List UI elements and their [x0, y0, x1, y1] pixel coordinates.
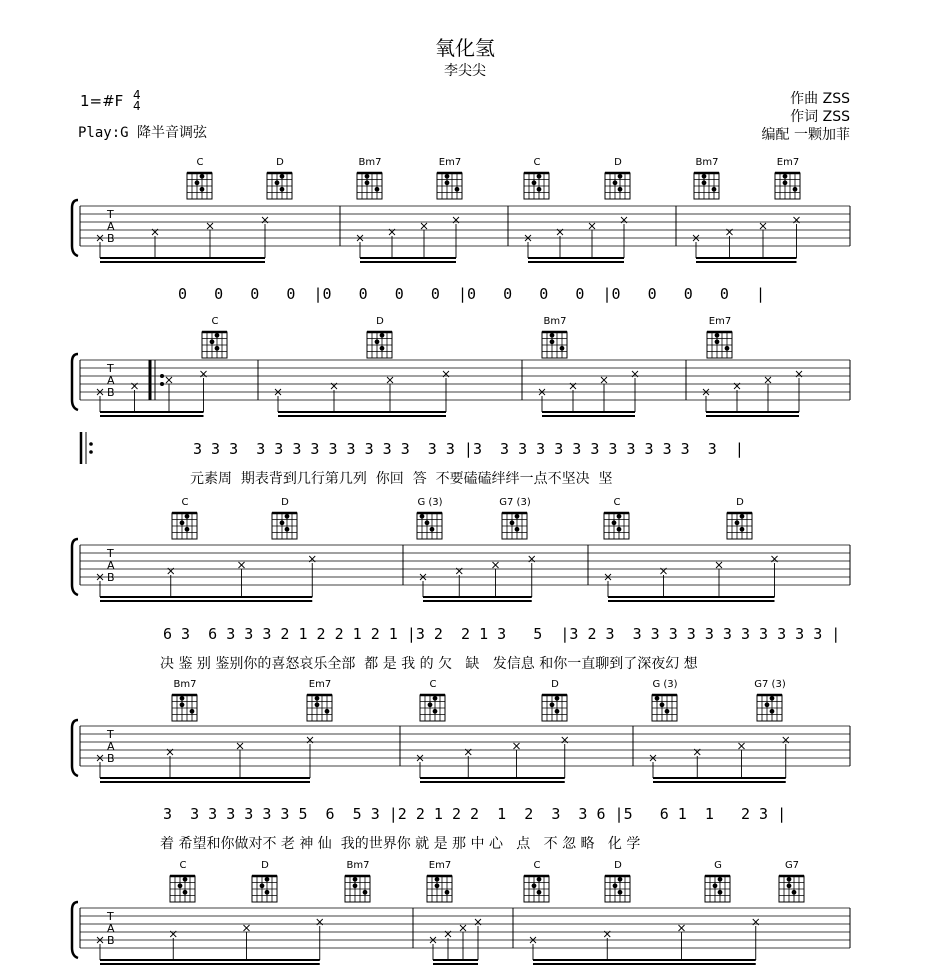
chord-name: C [533, 157, 541, 168]
chord-diagram [347, 157, 393, 203]
key-signature: 1=#F [80, 92, 124, 110]
chord-name: C [181, 497, 189, 508]
jianpu-line-3: 6 3 6 3 3 3 2 1 2 2 1 2 1 |3 2 2 1 3 5 |3 2 3 3 3 3 3 3 3 3 3 3 3 3 | [163, 625, 841, 643]
chord-name: Em7 [438, 157, 462, 168]
chord-name: Bm7 [173, 679, 197, 690]
jianpu-line-2: 3 3 3 3 3 3 3 3 3 3 3 3 3 3 |3 3 3 3 3 3 3 3 3 3 3 3 3 | [193, 440, 744, 458]
svg-text:A: A [107, 220, 115, 233]
svg-text:A: A [107, 374, 115, 387]
song-title: 氧化氢 [435, 36, 495, 60]
song-artist: 李尖尖 [444, 63, 486, 79]
chord-name: D [276, 157, 284, 168]
chord-diagram [177, 157, 223, 203]
svg-text:T: T [107, 728, 114, 741]
tab-staff [0, 352, 930, 422]
svg-text:B: B [107, 232, 115, 245]
chord-name: C [211, 316, 219, 327]
svg-text:B: B [107, 571, 115, 584]
chord-name: Em7 [708, 316, 732, 327]
lyrics-line-4: 着 希望和你做对不 老 神 仙 我的世界你 就 是 那 中 心 点 不 忽 略 化 学 [160, 836, 641, 852]
chord-name: D [614, 157, 622, 168]
credits [762, 90, 850, 144]
chord-diagram [514, 157, 560, 203]
chord-name: Bm7 [695, 157, 719, 168]
svg-text:T: T [107, 547, 114, 560]
lyricist: 作词 ZSS [790, 109, 850, 125]
lyrics-line-3: 决 鉴 别 鉴别你的喜怒哀乐全部 都 是 我 的 欠 缺 发信息 和你一直聊到了深夜幻 想 [160, 656, 698, 672]
chord-name: Em7 [308, 679, 332, 690]
svg-text:T: T [107, 910, 114, 923]
chord-name: C [179, 860, 187, 871]
jianpu-line-4: 3 3 3 3 3 3 3 5 6 5 3 |2 2 1 2 2 1 2 3 3 6 |5 6 1 1 2 3 | [163, 805, 787, 823]
tab-staff [0, 198, 930, 268]
svg-text:A: A [107, 922, 115, 935]
chord-name: Em7 [776, 157, 800, 168]
lyrics-line-2: 元素周 期表背到几行第几列 你回 答 不要磕磕绊绊一点不坚决 坚 [190, 471, 613, 487]
chord-name: D [551, 679, 559, 690]
chord-name: D [281, 497, 289, 508]
svg-text:T: T [107, 208, 114, 221]
arranger: 编配 一颗加菲 [761, 127, 850, 143]
composer: 作曲 ZSS [790, 91, 850, 107]
chord-name: G (3) [652, 679, 678, 690]
chord-name: Bm7 [346, 860, 370, 871]
time-signature-top: 4 [133, 88, 141, 102]
time-signature-bottom: 4 [133, 99, 141, 113]
svg-text:T: T [107, 362, 114, 375]
chord-name: C [196, 157, 204, 168]
chord-name: D [376, 316, 384, 327]
chord-diagram [427, 157, 473, 203]
svg-text:B: B [107, 386, 115, 399]
chord-name: G7 [784, 860, 800, 871]
chord-name: G (3) [417, 497, 443, 508]
svg-text:B: B [107, 934, 115, 947]
chord-name: Bm7 [543, 316, 567, 327]
chord-name: G7 (3) [754, 679, 786, 690]
repeat-start-icon [78, 432, 98, 466]
time-signature [133, 90, 141, 112]
chord-name: G [714, 860, 722, 871]
chord-diagram [257, 157, 303, 203]
chord-name: C [613, 497, 621, 508]
chord-diagram [684, 157, 730, 203]
chord-name: C [533, 860, 541, 871]
chord-name: G7 (3) [499, 497, 531, 508]
svg-text:A: A [107, 740, 115, 753]
chord-name: C [429, 679, 437, 690]
svg-text:A: A [107, 559, 115, 572]
chord-name: D [736, 497, 744, 508]
chord-name: Em7 [428, 860, 452, 871]
play-capo-note: Play:G 降半音调弦 [78, 125, 208, 141]
tab-staff [0, 718, 930, 788]
jianpu-line-1: 0 0 0 0 |0 0 0 0 |0 0 0 0 |0 0 0 0 | [178, 285, 765, 303]
chord-name: D [261, 860, 269, 871]
svg-text:B: B [107, 752, 115, 765]
tab-staff [0, 900, 930, 970]
chord-diagram [765, 157, 811, 203]
chord-name: D [614, 860, 622, 871]
chord-diagram [595, 157, 641, 203]
chord-name: Bm7 [358, 157, 382, 168]
tab-staff [0, 537, 930, 607]
